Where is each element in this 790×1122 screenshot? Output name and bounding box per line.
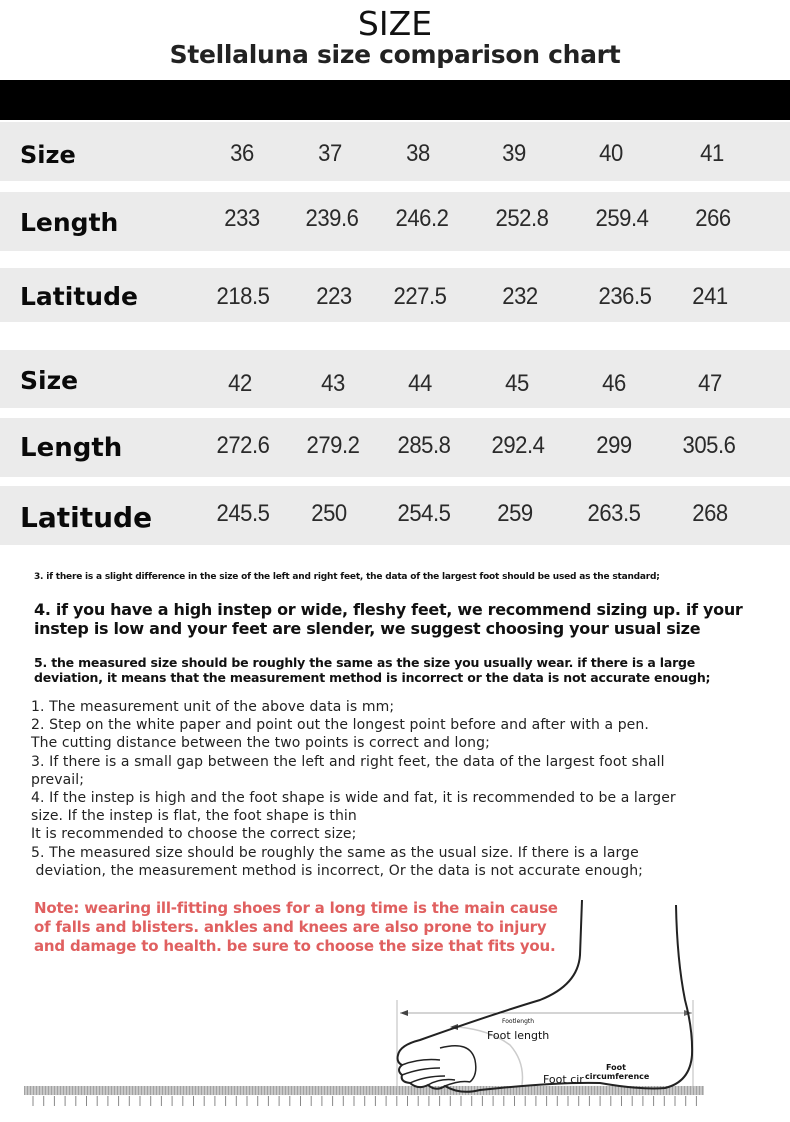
instruction-line: prevail; [31,771,85,788]
note-5-line-2: deviation, it means that the measurement method is incorrect or the data is not accurate enough; [34,670,711,685]
table-cell: 236.5 [598,283,652,310]
table-cell: 259 [497,500,533,527]
table-cell: 218.5 [216,283,270,310]
table-cell: 47 [698,370,722,397]
row-label: Latitude [20,282,138,311]
table-header-bar [0,80,790,120]
instruction-line: It is recommended to choose the correct size; [31,826,357,843]
table-cell: 285.8 [397,432,451,459]
note-4-line-2: instep is low and your feet are slender, we suggest choosing your usual size [34,619,701,638]
table-cell: 40 [599,140,623,167]
table-cell: 44 [408,370,432,397]
table-cell: 46 [602,370,626,397]
instruction-line: size. If the instep is flat, the foot shape is thin [31,808,357,825]
table-cell: 250 [311,500,347,527]
instruction-line: The cutting distance between the two points is correct and long; [31,735,490,752]
note-4 [34,600,784,638]
table-row-length [0,192,790,251]
table-cell: 259.4 [595,205,649,232]
table-cell: 39 [502,140,526,167]
ruler-icon [24,1086,704,1106]
table-cell: 232 [502,283,538,310]
table-cell: 43 [321,370,345,397]
table-cell: 305.6 [682,432,736,459]
table-cell: 263.5 [587,500,641,527]
table-cell: 245.5 [216,500,270,527]
table-cell: 299 [596,432,632,459]
table-cell: 279.2 [306,432,360,459]
row-label: Size [20,141,76,169]
table-cell: 223 [316,283,352,310]
table-cell: 254.5 [397,500,451,527]
table-cell: 272.6 [216,432,270,459]
page-subtitle: Stellaluna size comparison chart [169,40,621,69]
foot-length-label: Foot length [487,1029,550,1042]
row-label: Latitude [20,501,153,534]
note-3: 3. if there is a slight difference in the size of the left and right feet, the data of the largest foot should be used as the standard; [34,572,660,582]
foot-circumference-label: circumference [585,1072,650,1081]
table-row-size [0,122,790,181]
table-cell: 266 [695,205,731,232]
table-cell: 246.2 [395,205,449,232]
instruction-line: 4. If the instep is high and the foot shape is wide and fat, it is recommended to be a larger [31,790,676,807]
table-row-length [0,418,790,477]
warning-line-3: and damage to health. be sure to choose the size that fits you. [34,937,556,955]
table-cell: 45 [505,370,529,397]
table-cell: 252.8 [495,205,549,232]
table-cell: 41 [700,140,724,167]
warning-line-1: Note: wearing ill-fitting shoes for a long time is the main cause [34,899,558,917]
row-label: Size [20,366,79,395]
table-cell: 241 [692,283,728,310]
table-cell: 268 [692,500,728,527]
table-cell: 239.6 [305,205,359,232]
page-title: SIZE [357,4,433,43]
measurement-instructions [31,698,781,880]
table-cell: 36 [230,140,254,167]
row-label: Length [20,433,123,463]
note-5-line-1: 5. the measured size should be roughly the same as the size you usually wear. if there is a large [34,655,696,670]
row-label: Length [20,208,119,237]
fit-warning-note [34,899,574,956]
note-4-line-1: 4. if you have a high instep or wide, fleshy feet, we recommend sizing up. if your [34,600,743,619]
foot-circumference-partial-label: Foot cir [543,1073,584,1086]
instruction-line: 5. The measured size should be roughly the same as the usual size. If there is a large [31,844,639,861]
table-row-latitude [0,486,790,545]
warning-line-2: of falls and blisters. ankles and knees are also prone to injury [34,918,547,936]
foot-length-small-label: Footlength [502,1018,535,1025]
table-cell: 38 [406,140,430,167]
instruction-line: deviation, the measurement method is incorrect, Or the data is not accurate enough; [31,862,643,879]
table-cell: 227.5 [393,283,447,310]
note-5 [34,655,784,685]
table-cell: 42 [228,370,252,397]
table-cell: 292.4 [491,432,545,459]
foot-circumference-top-label: Foot [606,1063,626,1072]
table-cell: 233 [224,205,260,232]
instruction-line: 2. Step on the white paper and point out the longest point before and after with a pen. [31,717,649,734]
table-row-latitude [0,268,790,322]
instruction-line: 1. The measurement unit of the above data is mm; [31,699,395,715]
instruction-line: 3. If there is a small gap between the left and right feet, the data of the largest foot shall [31,753,665,770]
table-cell: 37 [318,140,342,167]
table-row-size [0,350,790,408]
